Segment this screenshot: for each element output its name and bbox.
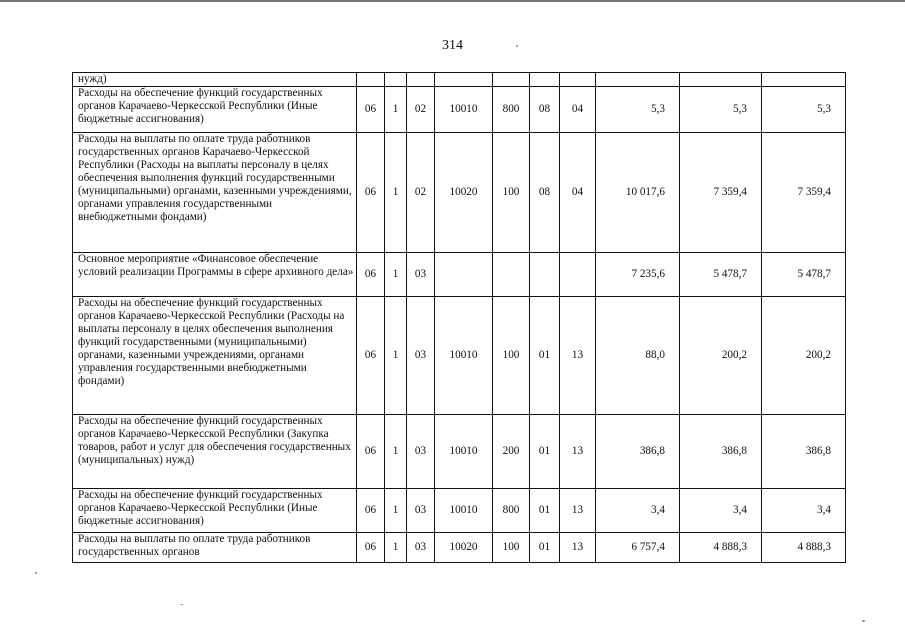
code-cell: 13 bbox=[560, 297, 596, 415]
code-cell: 06 bbox=[357, 415, 385, 489]
code-cell: 10020 bbox=[435, 533, 493, 563]
code-cell: 03 bbox=[407, 415, 435, 489]
code-cell bbox=[385, 73, 407, 87]
code-cell bbox=[560, 253, 596, 297]
code-cell bbox=[493, 253, 530, 297]
code-cell: 800 bbox=[493, 87, 530, 133]
table-row bbox=[73, 73, 846, 87]
code-cell: 10010 bbox=[435, 297, 493, 415]
code-cell: 1 bbox=[385, 533, 407, 563]
code-cell: 10010 bbox=[435, 415, 493, 489]
code-cell: 06 bbox=[357, 253, 385, 297]
scan-speck bbox=[516, 45, 518, 47]
code-cell: 100 bbox=[493, 133, 530, 253]
table-row bbox=[73, 415, 846, 489]
code-cell: 1 bbox=[385, 415, 407, 489]
table-row bbox=[73, 87, 846, 133]
code-cell: 06 bbox=[357, 87, 385, 133]
amount-cell: 4 888,3 bbox=[762, 533, 846, 563]
page-number: 314 bbox=[442, 38, 463, 53]
code-cell: 01 bbox=[530, 297, 560, 415]
table-row bbox=[73, 133, 846, 253]
code-cell bbox=[530, 253, 560, 297]
code-cell: 01 bbox=[530, 533, 560, 563]
code-cell: 04 bbox=[560, 87, 596, 133]
description-cell: Основное мероприятие «Финансовое обеспечение условий реализации Программы в сфере архивного дела» bbox=[73, 253, 357, 297]
code-cell: 03 bbox=[407, 489, 435, 533]
amount-cell: 6 757,4 bbox=[596, 533, 680, 563]
amount-cell: 3,4 bbox=[596, 489, 680, 533]
description-cell: Расходы на выплаты по оплате труда работников государственных органов bbox=[73, 533, 357, 563]
code-cell: 10020 bbox=[435, 133, 493, 253]
budget-table bbox=[72, 72, 846, 563]
amount-cell: 7 235,6 bbox=[596, 253, 680, 297]
amount-cell: 5 478,7 bbox=[762, 253, 846, 297]
code-cell: 03 bbox=[407, 297, 435, 415]
amount-cell bbox=[596, 73, 680, 87]
description-cell: Расходы на обеспечение функций государственных органов Карачаево-Черкесской Республики (Закупка товаров, работ и услуг для обеспечения государственных (муниципальных) нужд) bbox=[73, 415, 357, 489]
code-cell: 06 bbox=[357, 133, 385, 253]
description-cell: нужд) bbox=[73, 73, 357, 87]
amount-cell: 386,8 bbox=[596, 415, 680, 489]
code-cell: 13 bbox=[560, 415, 596, 489]
description-cell: Расходы на обеспечение функций государственных органов Карачаево-Черкесской Республики (Расходы на выплаты персоналу в целях обеспечения выполнения функций государственными (муниципальными) органами, казенными учреждениями, органами управления государственными внебюджетными фондами) bbox=[73, 297, 357, 415]
table-row bbox=[73, 533, 846, 563]
code-cell: 10010 bbox=[435, 489, 493, 533]
amount-cell: 3,4 bbox=[680, 489, 762, 533]
amount-cell: 7 359,4 bbox=[762, 133, 846, 253]
code-cell bbox=[407, 73, 435, 87]
amount-cell bbox=[680, 73, 762, 87]
code-cell: 1 bbox=[385, 489, 407, 533]
code-cell bbox=[357, 73, 385, 87]
code-cell bbox=[493, 73, 530, 87]
table-row bbox=[73, 489, 846, 533]
amount-cell: 10 017,6 bbox=[596, 133, 680, 253]
amount-cell: 5,3 bbox=[596, 87, 680, 133]
scan-speck bbox=[862, 620, 865, 622]
amount-cell bbox=[762, 73, 846, 87]
scan-speck bbox=[35, 572, 37, 574]
table-row bbox=[73, 297, 846, 415]
code-cell: 01 bbox=[530, 489, 560, 533]
scan-speck bbox=[180, 604, 183, 605]
description-cell: Расходы на выплаты по оплате труда работников государственных органов Карачаево-Черкесской Республики (Расходы на выплаты персоналу в целях обеспечения выполнения функций государственными (муниципальными) органами, казенными учреждениями, органами управления государственными внебюджетными фондами) bbox=[73, 133, 357, 253]
code-cell: 100 bbox=[493, 533, 530, 563]
code-cell: 13 bbox=[560, 533, 596, 563]
code-cell: 01 bbox=[530, 415, 560, 489]
code-cell: 06 bbox=[357, 533, 385, 563]
amount-cell: 5 478,7 bbox=[680, 253, 762, 297]
code-cell: 1 bbox=[385, 87, 407, 133]
code-cell: 06 bbox=[357, 489, 385, 533]
code-cell: 10010 bbox=[435, 87, 493, 133]
code-cell: 100 bbox=[493, 297, 530, 415]
code-cell: 08 bbox=[530, 87, 560, 133]
amount-cell: 386,8 bbox=[762, 415, 846, 489]
code-cell: 1 bbox=[385, 297, 407, 415]
code-cell: 800 bbox=[493, 489, 530, 533]
code-cell: 1 bbox=[385, 253, 407, 297]
scan-top-edge bbox=[0, 0, 905, 2]
table-row bbox=[73, 253, 846, 297]
code-cell bbox=[530, 73, 560, 87]
code-cell: 13 bbox=[560, 489, 596, 533]
code-cell: 08 bbox=[530, 133, 560, 253]
amount-cell: 5,3 bbox=[680, 87, 762, 133]
amount-cell: 200,2 bbox=[680, 297, 762, 415]
description-cell: Расходы на обеспечение функций государственных органов Карачаево-Черкесской Республики (Иные бюджетные ассигнования) bbox=[73, 87, 357, 133]
code-cell: 03 bbox=[407, 533, 435, 563]
code-cell: 02 bbox=[407, 87, 435, 133]
code-cell bbox=[560, 73, 596, 87]
amount-cell: 200,2 bbox=[762, 297, 846, 415]
code-cell bbox=[435, 253, 493, 297]
amount-cell: 3,4 bbox=[762, 489, 846, 533]
amount-cell: 7 359,4 bbox=[680, 133, 762, 253]
code-cell: 200 bbox=[493, 415, 530, 489]
code-cell: 1 bbox=[385, 133, 407, 253]
amount-cell: 88,0 bbox=[596, 297, 680, 415]
code-cell: 02 bbox=[407, 133, 435, 253]
description-cell: Расходы на обеспечение функций государственных органов Карачаево-Черкесской Республики (Иные бюджетные ассигнования) bbox=[73, 489, 357, 533]
amount-cell: 4 888,3 bbox=[680, 533, 762, 563]
code-cell: 06 bbox=[357, 297, 385, 415]
amount-cell: 5,3 bbox=[762, 87, 846, 133]
amount-cell: 386,8 bbox=[680, 415, 762, 489]
code-cell: 03 bbox=[407, 253, 435, 297]
code-cell: 04 bbox=[560, 133, 596, 253]
code-cell bbox=[435, 73, 493, 87]
table-body bbox=[73, 73, 846, 563]
